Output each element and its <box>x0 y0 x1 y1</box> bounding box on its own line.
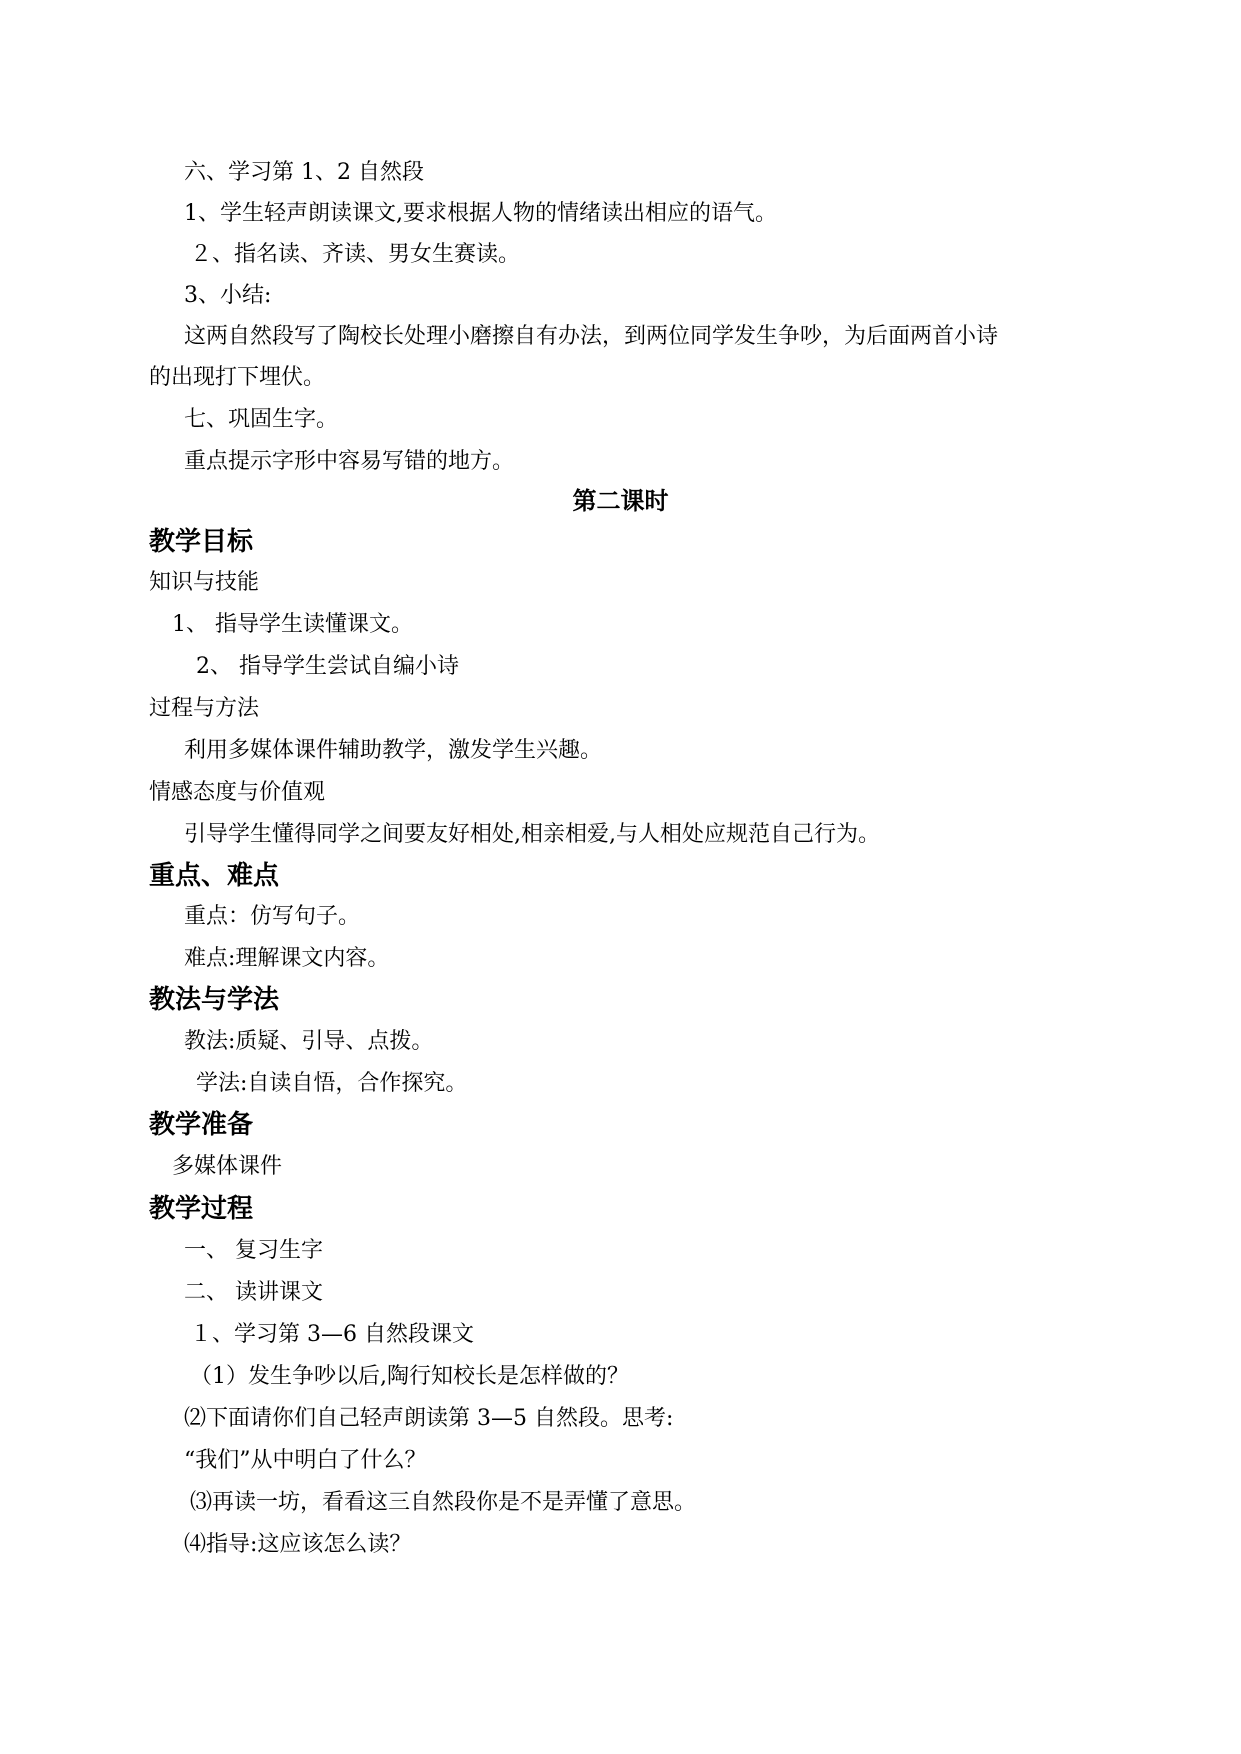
text-line: 学法:自读自悟，合作探究。 <box>196 1071 468 1096</box>
text-line: “我们”从中明白了什么？ <box>184 1448 427 1473</box>
section-six-heading: 六、学习第 1、2 自然段 <box>184 160 424 185</box>
text-line: 多媒体课件 <box>172 1154 283 1179</box>
heading-teaching-goals: 教学目标 <box>149 527 254 557</box>
heading-key-points: 重点、难点 <box>149 861 280 891</box>
text-line: 引导学生懂得同学之间要友好相处,相亲相爱,与人相处应规范自己行为。 <box>184 822 880 847</box>
heading-preparation: 教学准备 <box>149 1110 254 1140</box>
list-item: （1）发生争吵以后,陶行知校长是怎样做的？ <box>190 1364 629 1389</box>
lesson-title: 第二课时 <box>572 487 669 515</box>
text-line: 重点提示字形中容易写错的地方。 <box>184 449 515 474</box>
text-line: 3、小结: <box>184 283 272 308</box>
list-item: ⑵下面请你们自己轻声朗读第 3—5 自然段。思考: <box>184 1406 674 1431</box>
text-line: 1、学生轻声朗读课文,要求根据人物的情绪读出相应的语气。 <box>184 201 777 226</box>
list-item: １、学习第 3—6 自然段课文 <box>190 1322 474 1347</box>
text-line: 重点：仿写句子。 <box>184 904 361 929</box>
text-line: 教法:质疑、引导、点拨。 <box>184 1029 434 1054</box>
heading-methods: 教法与学法 <box>149 985 280 1015</box>
heading-process: 教学过程 <box>149 1194 254 1224</box>
text-line: 的出现打下埋伏。 <box>149 365 326 390</box>
list-item: 一、 复习生字 <box>184 1238 323 1263</box>
subheading: 知识与技能 <box>149 570 260 595</box>
text-line: 难点:理解课文内容。 <box>184 946 390 971</box>
subheading: 过程与方法 <box>149 696 260 721</box>
text-line: 这两自然段写了陶校长处理小磨擦自有办法，到两位同学发生争吵，为后面两首小诗 <box>184 324 999 349</box>
list-item: 2、 指导学生尝试自编小诗 <box>196 654 459 679</box>
list-item: 二、 读讲课文 <box>184 1280 323 1305</box>
text-line: ２、指名读、齐读、男女生赛读。 <box>190 242 521 267</box>
list-item: ⑶再读一坊，看看这三自然段你是不是弄懂了意思。 <box>190 1490 697 1515</box>
text-line: 利用多媒体课件辅助教学，激发学生兴趣。 <box>184 738 603 763</box>
subheading: 情感态度与价值观 <box>149 780 326 805</box>
section-seven-heading: 七、巩固生字。 <box>184 407 339 432</box>
list-item: 1、 指导学生读懂课文。 <box>172 612 413 637</box>
list-item: ⑷指导:这应该怎么读？ <box>184 1532 412 1557</box>
